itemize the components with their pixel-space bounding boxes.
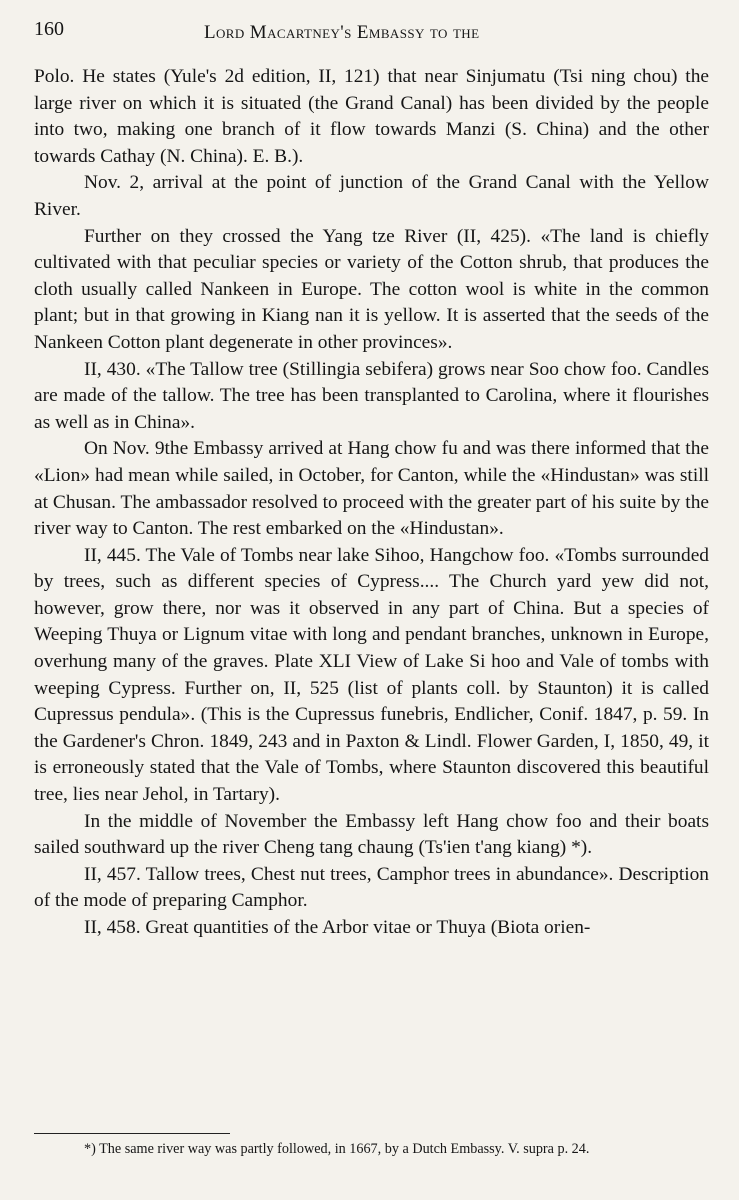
paragraph-3: Further on they crossed the Yang tze River (II, 425). «The land is chiefly cultivated with that peculiar species or variety of the Cotton shrub, that produces the cloth usually called Nankeen in Europe. The cotton wool is white in the common plant; but in that growing in Kiang nan it is yellow. It is asserted that the seeds of the Nankeen Cotton plant degenerate in other provinces». — [34, 225, 709, 353]
paragraph-2: Nov. 2, arrival at the point of junction of the Grand Canal with the Yellow River. — [34, 172, 709, 220]
page-header — [34, 14, 714, 48]
body-text — [34, 64, 709, 942]
footnote-rule — [34, 1133, 230, 1134]
page-number: 160 — [34, 18, 64, 40]
running-head: Lord Macartney's Embassy to the — [204, 22, 480, 43]
paragraph-9: II, 458. Great quantities of the Arbor vitae or Thuya (Biota orien- — [84, 917, 591, 938]
paragraph-6: II, 445. The Vale of Tombs near lake Sihoo, Hangchow foo. «Tombs surrounded by trees, such as different species of Cypress.... The Church yard yew did not, however, grow there, nor was it observed in any part of China. But a species of Weeping Thuya or Lignum vitae with long and pendant branches, unknown in Europe, overhung many of the graves. Plate XLI View of Lake Si hoo and Vale of tombs with weeping Cypress. Further on, II, 525 (list of plants coll. by Staunton) it is called Cupressus pendula». (This is the Cupressus funebris, Endlicher, Conif. 1847, p. 59. In the Gardener's Chron. 1849, 243 and in Paxton & Lindl. Flower Garden, I, 1850, 49, it is erroneously stated that the Vale of Tombs, where Staunton discovered this beautiful tree, lies near Jehol, in Tartary). — [34, 544, 709, 806]
paragraph-5: On Nov. 9the Embassy arrived at Hang chow fu and was there informed that the «Lion» had mean while sailed, in October, for Canton, while the «Hindustan» was still at Chusan. The ambassador resolved to proceed with the greater part of his suite by the river way to Canton. The rest embarked on the «Hindustan». — [34, 438, 709, 540]
paragraph-4: II, 430. «The Tallow tree (Stillingia sebifera) grows near Soo chow foo. Candles are made of the tallow. The tree has been transplanted to Carolina, where it flourishes as well as in China». — [34, 358, 709, 433]
paragraph-1: Polo. He states (Yule's 2d edition, II, 121) that near Sinjumatu (Tsi ning chou) the large river on which it is situated (the Grand Canal) has been divided by the people into two, making one branch of it flow towards Manzi (S. China) and the other towards Cathay (N. China). E. B.). — [34, 66, 709, 167]
paragraph-8: II, 457. Tallow trees, Chest nut trees, Camphor trees in abundance». Description of the mode of preparing Camphor. — [34, 863, 709, 912]
paragraph-7: In the middle of November the Embassy left Hang chow foo and their boats sailed southward up the river Cheng tang chaung (Ts'ien t'ang kiang) *). — [34, 810, 709, 859]
footnote: *) The same river way was partly followed, in 1667, by a Dutch Embassy. V. supra p. 24. — [84, 1141, 590, 1157]
